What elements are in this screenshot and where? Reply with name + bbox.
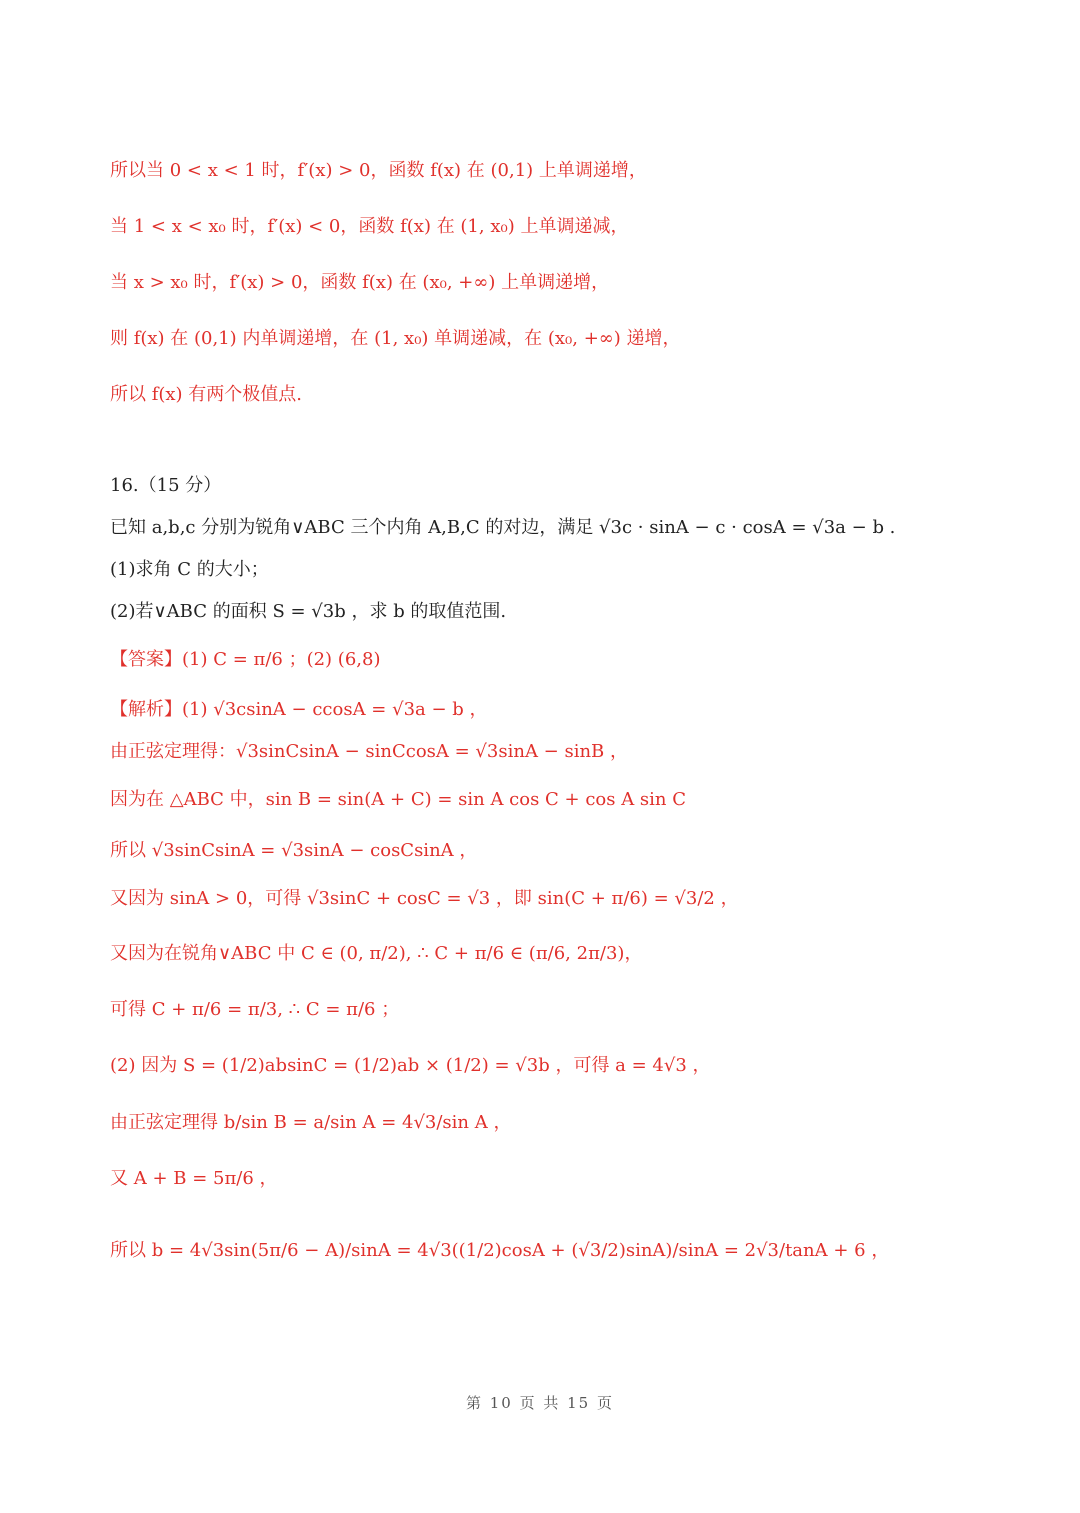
text-line: 则 f(x) 在 (0,1) 内单调递增，在 (1, x₀) 单调递减，在 (x₀, +∞) 递增， xyxy=(110,328,681,349)
text-line: (2) 因为 S = (1/2)absinC = (1/2)ab × (1/2) = √3b ，可得 a = 4√3 ， xyxy=(110,1055,711,1076)
text-line: 可得 C + π/6 = π/3, ∴ C = π/6 ； xyxy=(110,999,400,1020)
text-line: 【解析】(1) √3csinA − ccosA = √3a − b ， xyxy=(110,699,488,720)
text-line: 又因为 sinA > 0，可得 √3sinC + cosC = √3 ，即 sin(C + π/6) = √3/2 ， xyxy=(110,888,739,909)
text-line: 当 x > x₀ 时，f′(x) > 0，函数 f(x) 在 (x₀, +∞) 上单调递增， xyxy=(110,272,610,293)
problem-number: 16.（15 分） xyxy=(110,475,222,496)
text-line: 由正弦定理得：√3sinCsinA − sinCcosA = √3sinA − sinB ， xyxy=(110,741,629,762)
text-line: 当 1 < x < x₀ 时，f′(x) < 0，函数 f(x) 在 (1, x₀) 上单调递减， xyxy=(110,216,629,237)
text-line: 所以 f(x) 有两个极值点. xyxy=(110,384,303,405)
problem-statement: 已知 a,b,c 分别为锐角∨ABC 三个内角 A,B,C 的对边，满足 √3c · sinA − c · cosA = √3a − b . xyxy=(110,517,896,538)
text-line: 又 A + B = 5π/6 ， xyxy=(110,1168,278,1189)
text-line: 所以 √3sinCsinA = √3sinA − cosCsinA ， xyxy=(110,840,478,861)
page-footer: 第 10 页 共 15 页 xyxy=(465,1394,614,1412)
text-line: 由正弦定理得 b/sin B = a/sin A = 4√3/sin A ， xyxy=(110,1112,512,1133)
answer-line: 【答案】(1) C = π/6 ；(2) (6,8) xyxy=(110,649,381,670)
text-line: 因为在 △ABC 中，sin B = sin(A + C) = sin A cos C + cos A sin C xyxy=(110,789,687,810)
question-1: (1)求角 C 的大小； xyxy=(110,559,269,580)
text-line: 所以当 0 < x < 1 时，f′(x) > 0，函数 f(x) 在 (0,1) 上单调递增， xyxy=(110,160,647,181)
text-line: 所以 b = 4√3sin(5π/6 − A)/sinA = 4√3((1/2)cosA + (√3/2)sinA)/sinA = 2√3/tanA + 6 ， xyxy=(110,1240,890,1261)
text-line: 又因为在锐角∨ABC 中 C ∈ (0, π/2), ∴ C + π/6 ∈ (π/6, 2π/3)， xyxy=(110,943,643,964)
question-2: (2)若∨ABC 的面积 S = √3b ，求 b 的取值范围. xyxy=(110,601,507,622)
